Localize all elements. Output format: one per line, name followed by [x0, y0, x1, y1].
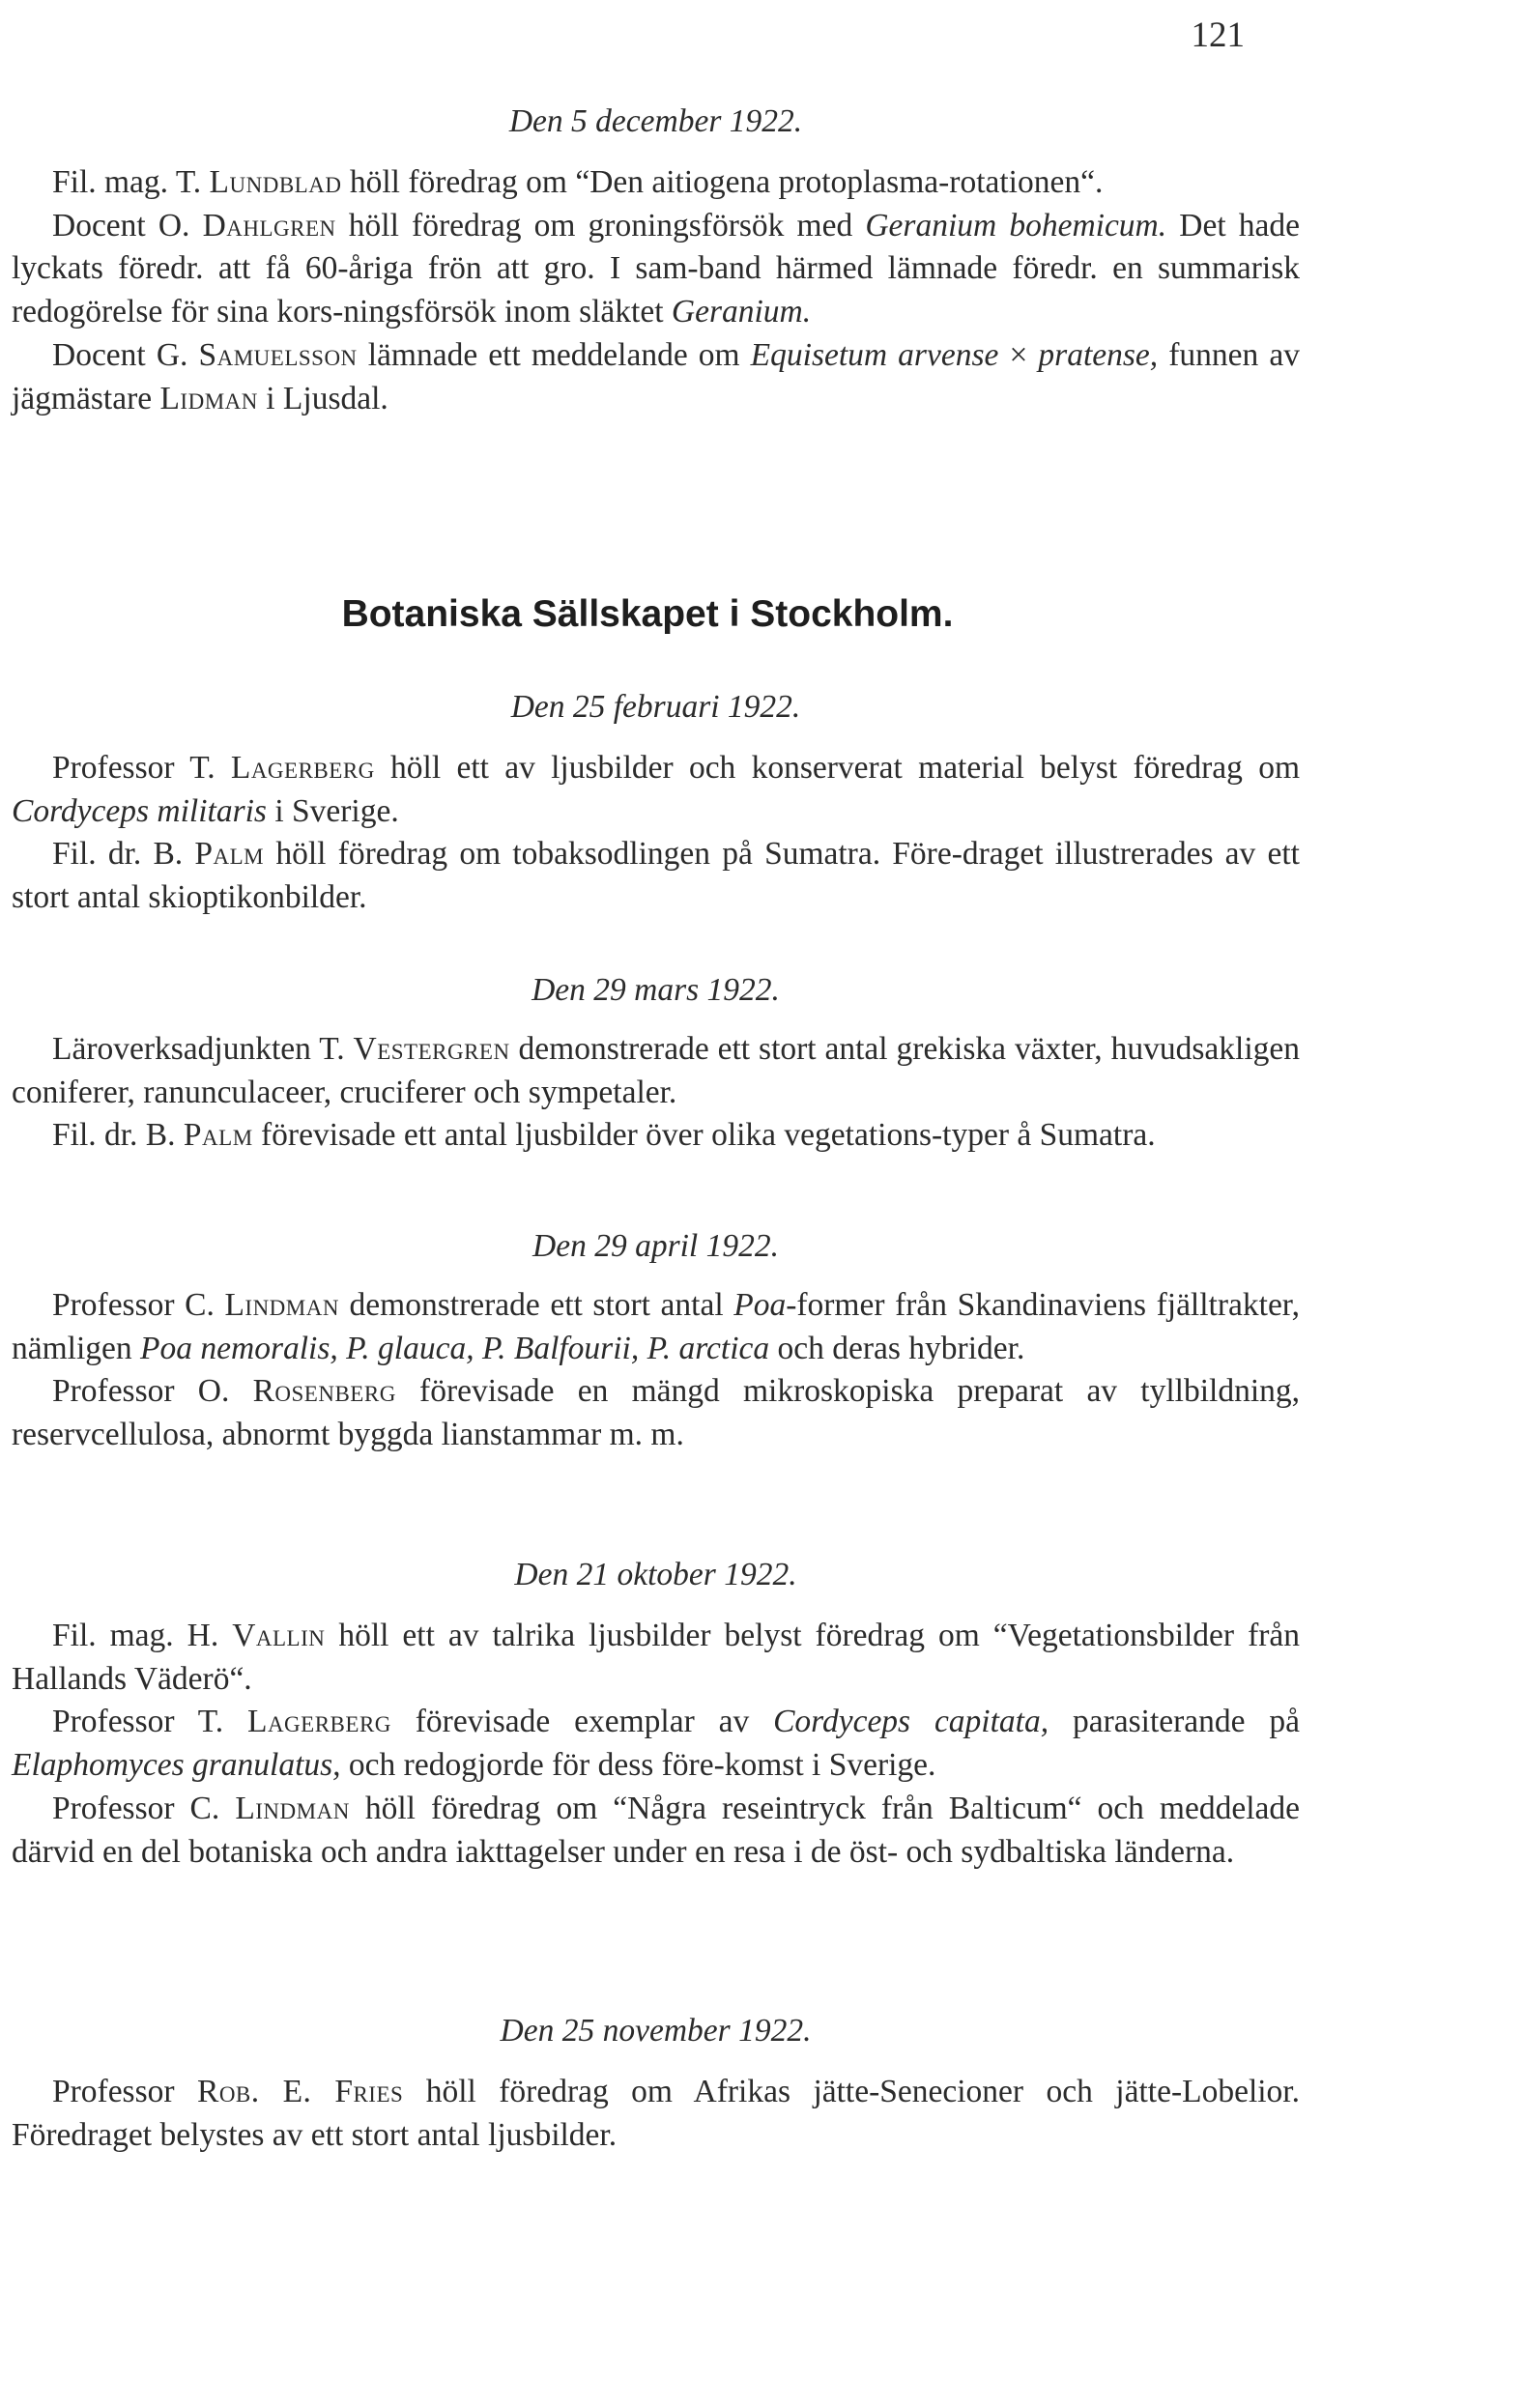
paragraph: Docent G. Samuelsson lämnade ett meddelande om Equisetum arvense × pratense, funnen av jägmästare Lidman i Ljusdal.	[12, 336, 1300, 416]
person-name: Lagerberg	[230, 749, 375, 786]
person-name: Lundblad	[209, 163, 342, 200]
person-name: Rob. E. Fries	[196, 2073, 404, 2109]
person-name: Lagerberg	[246, 1704, 391, 1740]
person-name: Lindman	[235, 1790, 350, 1826]
date-heading: Den 29 mars 1922.	[532, 972, 780, 1008]
person-name: Rosenberg	[252, 1373, 396, 1410]
entry-1922-10-21	[12, 1554, 1300, 1875]
person-name: Lidman	[159, 380, 258, 416]
person-name: Vallin	[232, 1617, 326, 1653]
entry-1922-11-25	[12, 2010, 1300, 2157]
paragraph: Professor T. Lagerberg förevisade exemplar av Cordyceps capitata, parasiterande på Elaphomyces granulatus, och redogjorde för dess före-komst i Sverige.	[12, 1704, 1300, 1784]
species-name: Poa	[733, 1286, 787, 1323]
person-name: Vestergren	[353, 1030, 510, 1067]
species-name: Cordyceps capitata,	[773, 1704, 1049, 1740]
species-name: Geranium.	[671, 294, 812, 330]
page-number: 121	[1191, 15, 1245, 55]
person-name: Palm	[194, 836, 265, 873]
species-name: Geranium bohemicum.	[865, 207, 1167, 244]
species-name: Poa nemoralis, P. glauca, P. Balfourii, P. arctica	[140, 1330, 770, 1366]
species-name: pratense,	[1038, 336, 1159, 373]
society-heading: Botaniska Sällskapet i Stockholm.	[341, 593, 954, 635]
paragraph: Professor T. Lagerberg höll ett av ljusbilder och konserverat material belyst föredrag om Cordyceps militaris i Sverige.	[12, 749, 1300, 829]
person-name: Lindman	[224, 1286, 339, 1323]
paragraph: Professor O. Rosenberg förevisade en mängd mikroskopiska preparat av tyllbildning, reservcellulosa, abnormt byggda lianstammar m. m.	[12, 1373, 1300, 1453]
date-heading: Den 29 april 1922.	[532, 1228, 779, 1264]
paragraph: Fil. dr. B. Palm höll föredrag om tobaksodlingen på Sumatra. Före-draget illustrerades av ett stort antal skioptikonbilder.	[12, 836, 1300, 916]
entry-1922-03-29	[12, 969, 1300, 1158]
date-heading: Den 21 oktober 1922.	[514, 1557, 797, 1592]
paragraph: Fil. dr. B. Palm förevisade ett antal ljusbilder över olika vegetations-typer å Sumatra.	[52, 1117, 1156, 1154]
species-name: Equisetum arvense	[750, 336, 999, 373]
person-name: Palm	[183, 1117, 253, 1154]
paragraph: Professor C. Lindman höll föredrag om “Några reseintryck från Balticum“ och meddelade därvid en del botaniska och andra iakttagelser under en resa i de öst- och sydbaltiska länderna.	[12, 1790, 1300, 1870]
date-heading: Den 25 februari 1922.	[510, 689, 801, 725]
date-heading: Den 5 december 1922.	[508, 103, 803, 139]
paragraph: Fil. mag. H. Vallin höll ett av talrika ljusbilder belyst föredrag om “Vegetationsbilder från Hallands Väderö“.	[12, 1617, 1300, 1697]
date-heading: Den 25 november 1922.	[500, 2013, 812, 2049]
entry-1922-02-25	[12, 686, 1300, 920]
entry-1922-04-29	[12, 1225, 1300, 1457]
paragraph: Professor Rob. E. Fries höll föredrag om Afrikas jätte-Senecioner och jätte-Lobelior. Föredraget belystes av ett stort antal ljusbilder.	[12, 2073, 1300, 2153]
paragraph: Fil. mag. T. Lundblad höll föredrag om “Den aitiogena protoplasma-rotationen“.	[52, 163, 1104, 200]
person-name: Samuelsson	[198, 336, 358, 373]
paragraph: Läroverksadjunkten T. Vestergren demonstrerade ett stort antal grekiska växter, huvudsakligen coniferer, ranunculaceer, cruciferer och sympetaler.	[12, 1030, 1300, 1110]
species-name: Elaphomyces granulatus,	[12, 1747, 341, 1784]
person-name: Dahlgren	[202, 207, 336, 244]
paragraph: Docent O. Dahlgren höll föredrag om groningsförsök med Geranium bohemicum. Det hade lyckats föredr. att få 60-åriga frön att gro. I sam-band härmed lämnade föredr. en summarisk redogörelse för sina kors-ningsförsök inom släktet Geranium.	[12, 207, 1301, 330]
entry-1922-12-05	[12, 100, 1300, 421]
species-name: Cordyceps militaris	[12, 792, 267, 829]
paragraph: Professor C. Lindman demonstrerade ett stort antal Poa-former från Skandinaviens fjälltrakter, nämligen Poa nemoralis, P. glauca, P. Balfourii, P. arctica och deras hybrider.	[12, 1286, 1300, 1366]
